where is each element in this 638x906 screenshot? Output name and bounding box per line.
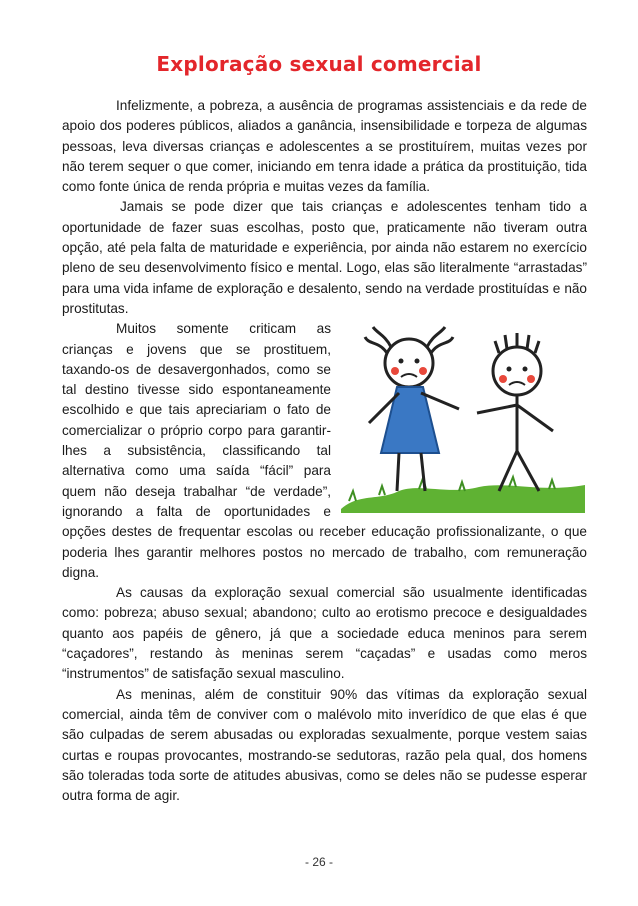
paragraph-5: As meninas, além de constituir 90% das vítimas da exploração sexual comercial, ainda têm de conviver com o malévolo mito inverídico de que elas é que são culpadas de serem abusadas ou exploradas sexualmente, porque vestem saias curtas e roupas provocantes, mostrando-se sedutoras, razão pela qual, dos homens são toleradas toda sorte de atitudes abusivas, como se deles não se pudesse esperar outra forma de agir. [62, 686, 587, 804]
paragraph-1: Infelizmente, a pobreza, a ausência de programas assistenciais e da rede de apoio dos poderes públicos, aliados a ganância, insensibilidade e torpeza de algumas pessoas, leva diversas crianças e adolescentes a se prostituírem, muitas vezes por não terem sequer o que comer, iniciando em tenra idade a prática da prostituição, tida como fonte única de renda própria e muitas vezes da família. [62, 98, 587, 195]
paragraph-2 [62, 197, 587, 319]
paragraph-4: As causas da exploração sexual comercial são usualmente identificadas como: pobreza; abuso sexual; abandono; culto ao erotismo precoce e desigualdades quanto aos papéis de gênero, já que a sociedade educa meninos para serem “caçadores”, restando às meninas serem “caçadas” e usadas como meros “instrumentos” de satisfação sexual masculino. [62, 585, 587, 682]
girl-figure [365, 327, 459, 491]
page-title: Exploração sexual comercial [156, 52, 482, 76]
paragraph-3: Muitos somente criticam as crianças e jovens que se prostituem, taxando-os de desavergonhados, como se tal destino tivesse sido espontaneamente escolhido e que tais apreciariam o fato de comercializar o próprio corpo para garantir-lhes a subsistência, classificando tal alternativa como uma saída “fácil” para quem não deseja trabalhar “de verdade”, ignorando a falta de oportunidades e opções destes de frequentar escolas ou receber educação profissionalizante, o que poderia lhes garantir melhores postos no mercado de trabalho, com remuneração digna. [62, 321, 587, 580]
boy-figure [477, 333, 553, 491]
sad-children-illustration [339, 323, 587, 513]
paragraph-2-text: Jamais se pode dizer que tais crianças e adolescentes tenham tido a oportunidade de fazer suas escolhas, posto que, praticamente não tiveram outra opção, até pela falta de maturidade e experiência, por ainda não estarem no exercício pleno de seu desenvolvimento físico e mental. Logo, elas são literalmente “arrastadas” para uma vida infame de exploração e desalento, sendo na verdade prostituídas e não prostitutas. [62, 199, 587, 316]
grass [341, 485, 585, 513]
page-number: - 26 - [304, 855, 333, 869]
body-text [62, 96, 587, 806]
